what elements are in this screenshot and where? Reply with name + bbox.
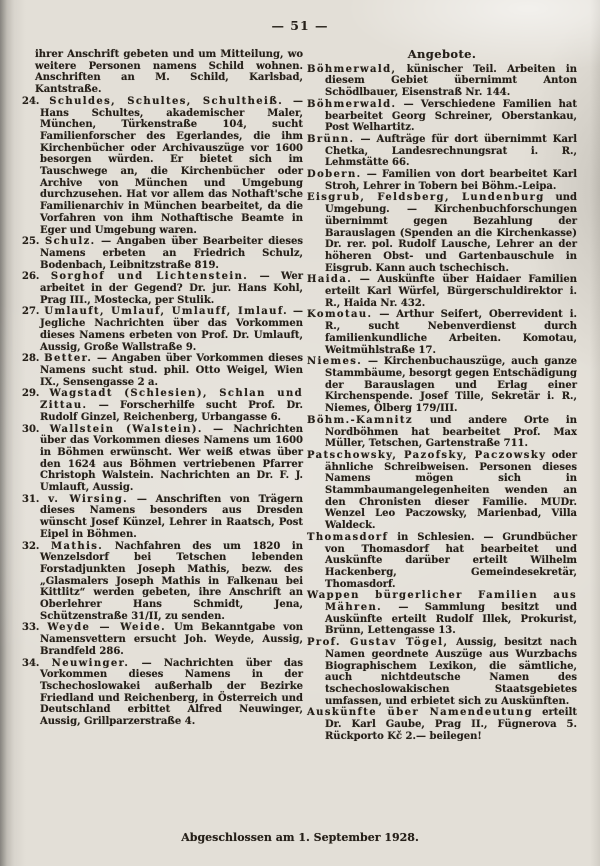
entry-headword: v. Wirsing. [48,493,129,505]
entry-headword: Wagstadt (Schlesien), Schlan und Zittau. [40,388,304,412]
entry-headword: Weyde — Weide. [47,622,167,634]
entry-body: und andere Orte in Nordböhmen hat bearbeitet Prof. Max Müller, Tetschen, Gartenstraße 711. [325,414,578,450]
entry-headword: Komotau. [307,309,373,321]
entry-headword: Wappen bürgerlicher Familien aus Mähren. [307,590,577,614]
entry-body: — Jegliche Nachrichten über das Vorkommen dieses Namens erbeten von Prof. Dr. Umlauft, Aussig, Große Wallstraße 9. [40,306,304,353]
entry-headword: Thomasdorf [307,531,389,543]
query-entry [22,424,303,494]
offer-entry [307,169,577,192]
query-entry [22,622,303,657]
entry-number: 33. [22,622,40,634]
left-column [22,49,303,728]
offer-entry [307,192,577,274]
entry-headword: Umlauft, Umlauf, Umlauff, Imlauf. [44,306,289,318]
offer-entry [307,415,577,450]
entry-body: oder ähnliche Schreibweisen. Personen dieses Namens mögen sich in Stammbaumangelegenheiten wenden an den Chronisten dieser Familie. MUDr. Wenzel Leo Paczowsky, Marienbad, Villa Waldeck. [325,449,577,532]
entry-number: 32. [22,540,40,552]
entry-body: Nachfahren des um 1820 in Wenzelsdorf bei Tetschen lebenden Forstadjunkten Joseph Mathis, bezw. des „Glasmalers Joseph Mathis in Falkenau bei Kittlitz“ werden gebeten, ihre Anschrift an Oberlehrer Hans Schmidt, Jena, Schützenstraße 31/II, zu senden. [40,540,303,622]
query-entry [22,353,303,388]
entry-headword: Wallstein (Walstein). [49,423,203,435]
query-entry [22,96,303,236]
entry-body: — Anschriften von Trägern dieses Namens besonders aus Dresden wünscht Josef Künzel, Lehrer in Raatsch, Post Eipel in Böhmen. [40,493,303,540]
entry-number: 29. [22,388,40,400]
entry-headword: Niemes. [307,356,363,368]
entry-body: — Verschiedene Familien hat bearbeitet Georg Schreiner, Oberstankau, Post Welhartitz. [325,98,577,134]
entry-headword: Haida. [307,274,353,286]
entry-body: — Angaben über Bearbeiter dieses Namens erbeten an Friedrich Schulz, Bodenbach, Leibnitzstraße 819. [40,236,304,271]
offer-entry [307,532,577,591]
query-entry [22,541,303,623]
offer-entry [307,707,577,742]
entry-headword: Patschowsky, Pazofsky, Paczowsky [307,449,547,461]
entry-body: Aussig, besitzt nach Namen geordnete Auszüge aus Wurzbachs Biographischem Lexikon, die sämtliche, auch nichtdeutsche Namen des tschechoslowakischen Staatsgebietes umfassen, und erbietet sich zu Auskünften. [325,637,577,707]
entry-body: — Arthur Seifert, Oberrevident i. R., sucht Nebenverdienst durch familienkundliche Arbeiten. Komotau, Weitmühlstraße 17. [325,309,577,356]
angebote-heading: Angebote. [407,47,477,61]
entry-number: 31. [22,493,40,505]
entry-number: 30. [22,423,40,435]
left-column-entries [22,96,303,728]
entry-headword: Better. [44,353,93,365]
offer-entry [307,99,577,134]
offer-entry [307,356,577,415]
offer-entry [307,64,577,99]
entry-body: — Hans Schultes, akademischer Maler, München, Türkenstraße 104, sucht Familienforscher des Egerlandes, die ihm Kirchenbücher oder Archivauszüge vor 1600 besorgen würden. Er bietet sich im Tauschwege an, die Kirchenbücher oder Archive von München und Umgebung durchzusehen. Hat vor allem das Nothaft'sche Familienarchiv in München bearbeitet, da die Vorfahren von ihm Nothaftische Beamte in Eger und Umgebung waren. [40,95,303,236]
query-entry [22,494,303,541]
entry-body: — Forscherhilfe sucht Prof. Dr. Rudolf Ginzel, Reichenberg, Urbangasse 6. [40,400,303,423]
entry-body: Um Bekanntgabe von Namensvettern ersucht Joh. Weyde, Aussig, Brandfeld 286. [40,622,304,657]
page-number: — 51 — [271,18,329,33]
entry-headword: Böhmerwald, [307,63,397,75]
entry-headword: Mathis. [51,540,104,552]
query-entry [22,271,303,306]
offer-entry [307,309,577,356]
offer-entry [307,637,577,707]
entry-body: — Wer arbeitet in der Gegend? Dr. jur. Hans Kohl, Prag III., Mostecka, per Stulik. [40,271,304,306]
entry-body: künischer Teil. Arbeiten in diesem Gebiet übernimmt Anton Schödlbauer, Eisenstraß Nr. 144. [325,63,577,99]
entry-headword: Dobern. [307,169,362,181]
query-entry [22,306,303,353]
entry-number: 25. [22,236,40,248]
entry-body: — Auskünfte über Haidaer Familien erteilt Karl Würfel, Bürgerschuldirektor i. R., Haida Nr. 432. [325,274,578,309]
right-column [307,49,577,742]
entry-number: 27. [22,306,40,318]
continuation-paragraph: ihrer Anschrift gebeten und um Mitteilung, wo weitere Personen namens Schild wohnen. Anschriften an M. Schild, Karlsbad, Kantstraße. [35,49,303,96]
entry-body: — Angaben über Vorkommen dieses Namens sucht stud. phil. Otto Weigel, Wien IX., Sensengasse 2 a. [40,353,303,388]
entry-headword: Neuwinger. [51,657,130,669]
entry-headword: Schuldes, Schultes, Schultheiß. [49,95,284,107]
offer-entry [307,450,577,532]
entry-number: 26. [22,271,40,283]
entry-body: — Kirchenbuchauszüge, auch ganze Stammbäume, besorgt gegen Entschädigung der Barauslagen und Erlag einer Kirchenspende. Josef Tille, Sekretär i. R., Niemes, Ölberg 179/III. [325,356,578,415]
entry-headword: Auskünfte über Namendeutung [307,707,534,719]
entry-headword: Eisgrub, Feldsberg, Lundenburg [307,192,545,204]
entry-body: — Sammlung besitzt und Auskünfte erteilt Rudolf Illek, Prokurist, Brünn, Lettengasse 13. [325,602,577,637]
offer-entry [307,134,577,169]
entry-body: in Schlesien. — Grundbücher von Thomasdorf hat bearbeitet und Auskünfte darüber erteilt Wilhelm Hackenberg, Gemeindesekretär, Thomasdorf. [325,531,577,590]
entry-body: — Nachrichten über das Vorkommen dieses Namens in der Tschechoslowakei außerhalb der Bezirke Friedland und Reichenberg, in Österreich und Deutschland erbittet Alfred Neuwinger, Aussig, Grillparzerstraße 4. [40,657,304,728]
entry-body: — Familien von dort bearbeitet Karl Stroh, Lehrer in Tobern bei Böhm.-Leipa. [325,169,578,192]
closing-note: Abgeschlossen am 1. September 1928. [181,831,419,844]
entry-headword: Brünn. [307,133,355,145]
entry-number: 24. [22,95,40,107]
entry-headword: Sorghof und Lichtenstein. [50,271,249,283]
query-entry [22,658,303,728]
entry-headword: Schulz. [44,236,96,248]
query-entry [22,388,303,423]
entry-number: 34. [22,657,40,669]
offer-entry [307,274,577,309]
query-entry [22,236,303,271]
entry-body: — Nachrichten über das Vorkommen dieses Namens um 1600 in Böhmen erwünscht. Wer weiß etwas über den 1624 aus Böhmen vertriebenen Pfarrer Christoph Walstein. Nachrichten an Dr. F. J. Umlauft, Aussig. [40,423,304,494]
entry-headword: Böhm.-Kamnitz [307,414,413,426]
entry-headword: Böhmerwald. [307,98,397,110]
entry-body: und Umgebung. — Kirchenbuchforschungen übernimmt gegen Bezahlung der Barauslagen (Spenden an die Kirchenkasse) Dr. rer. pol. Rudolf Lausche, Lehrer an der höheren Obst- und Gartenbauschule in Eisgrub. Kann auch tschechisch. [325,192,577,274]
entry-body: — Aufträge für dort übernimmt Karl Chetka, Landesrechnungsrat i. R., Lehmstätte 66. [325,133,577,169]
entry-body: erteilt Dr. Karl Gaube, Prag II., Fügnerova 5. Rückporto Kč 2.— beilegen! [325,707,578,742]
entry-headword: Prof. Gustav Tögel, [307,637,449,649]
entry-number: 28. [22,353,40,365]
offer-entry [307,590,577,637]
right-column-entries [307,64,577,743]
